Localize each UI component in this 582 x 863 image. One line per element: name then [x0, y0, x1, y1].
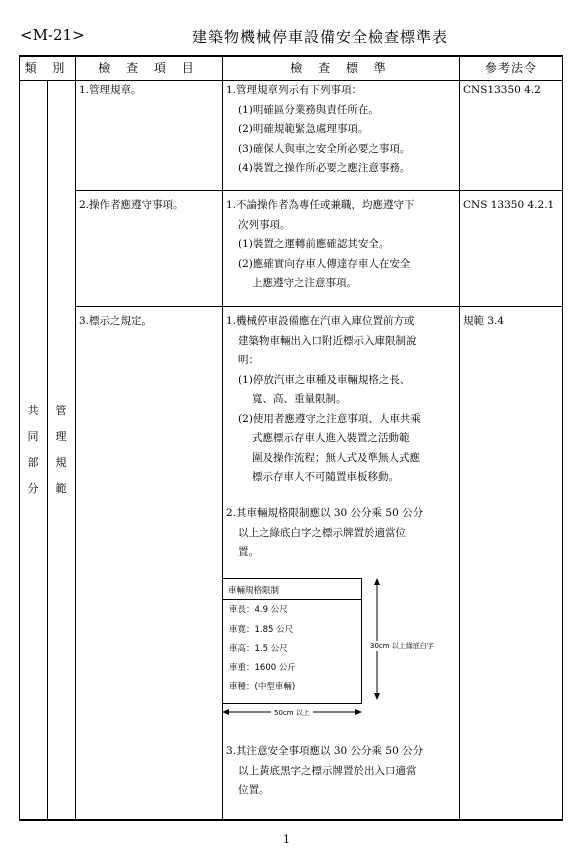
standard-line: 1.不論操作者為專任或兼職，均應遵守下 [226, 199, 415, 211]
standard-line: (1)明確區分業務與責任所在。 [238, 103, 379, 116]
standard-line: 建築物車輛出入口附近標示入庫限制說 [238, 334, 417, 347]
table-right-border [562, 55, 563, 820]
standard-line: (2)應確實向存車人傳達存車人在安全 [238, 257, 411, 270]
height-dimension-label: 30cm 以上綠底白字 [370, 642, 434, 650]
row-divider-1 [75, 190, 563, 191]
standard-line: 位置。 [238, 784, 270, 796]
standard-line: 標示存車人不可隨置車板移動。 [252, 471, 399, 483]
row-3-standard-part-3 [226, 742, 458, 801]
row-2-standard [226, 196, 458, 294]
row-2-reference: CNS 13350 4.2.1 [463, 199, 555, 211]
row-1-reference: CNS13350 4.2 [463, 84, 541, 96]
standard-line: 以上黃底黑字之標示牌置於出入口適當 [238, 764, 417, 777]
sign-row: 車重：1600 公斤 [229, 663, 296, 673]
category-outer-char: 同 [27, 430, 39, 443]
row-1-standard [226, 81, 458, 179]
width-dimension-label: 50cm 以上 [271, 708, 313, 718]
standard-line: (1)裝置之運轉前應確認其安全。 [238, 238, 390, 250]
standard-line: 3.其注意安全事項應以 30 公分乘 50 公分 [226, 745, 424, 757]
category-column-border [75, 55, 76, 820]
table-left-border [19, 55, 20, 820]
category-inner-char: 範 [55, 482, 67, 495]
standard-line: (2)使用者應遵守之注意事項、人車共乘 [238, 412, 421, 425]
standard-line: 圍及操作流程；無人式及準無人式應 [252, 451, 420, 464]
standard-line: 1.管理規章列示有下列事項： [226, 84, 363, 96]
row-divider-2 [75, 306, 563, 307]
table-bottom-border [19, 819, 563, 821]
standard-line: 明： [238, 354, 259, 366]
standard-line: 置。 [238, 546, 259, 558]
sign-row: 車長：4.9 公尺 [229, 605, 288, 615]
standard-line: 1.機械停車設備應在汽車入庫位置前方或 [226, 315, 415, 327]
standard-line: 上應遵守之注意事項。 [252, 277, 357, 289]
column-header-standard: 檢 查 標 準 [290, 61, 392, 75]
standard-line: 寬、高、重量限制。 [252, 393, 347, 405]
sign-row: 車高：1.5 公尺 [229, 644, 288, 654]
category-inner-char: 理 [55, 430, 67, 443]
category-outer-char: 分 [27, 482, 39, 495]
standard-line: (4)裝置之操作所必要之應注意事務。 [238, 162, 411, 174]
row-3-reference: 規範 3.4 [463, 315, 505, 327]
category-inner-char: 管 [55, 404, 67, 417]
standard-line: 2.其車輛規格限制應以 30 公分乘 50 公分 [226, 507, 424, 519]
standard-column-border [459, 55, 460, 820]
vehicle-spec-sign [222, 578, 362, 704]
category-inner-char: 規 [55, 456, 67, 469]
sign-title: 車輛規格限制 [228, 586, 280, 596]
column-header-category: 類 別 [24, 61, 71, 75]
standard-line: (2)明確規範緊急處理事項。 [238, 123, 369, 135]
standard-line: (1)停放汽車之車種及車輛規格之長、 [238, 373, 411, 386]
standard-line: 次列事項。 [238, 218, 291, 231]
standard-line: 式應標示存車人進入裝置之活動範 [252, 432, 410, 444]
column-header-reference: 參考法令 [484, 61, 537, 75]
column-header-item: 檢 查 項 目 [98, 61, 200, 75]
height-dimension-arrow [370, 578, 384, 700]
row-3-standard-part-1 [226, 312, 458, 488]
category-outer-char: 共 [27, 404, 39, 417]
sign-row: 車寬：1.85 公尺 [229, 625, 294, 635]
row-3-standard-part-2 [226, 504, 458, 563]
category-divider [47, 81, 48, 820]
row-3-item: 3.標示之規定。 [79, 315, 153, 327]
sign-divider [223, 599, 361, 600]
page-number: 1 [283, 833, 290, 846]
row-2-item: 2.操作者應遵守事項。 [79, 199, 184, 211]
standard-line: (3)確保人與車之安全所必要之事項。 [238, 142, 411, 155]
standard-line: 以上之綠底白字之標示牌置於適當位 [238, 526, 406, 539]
category-outer-char: 部 [27, 456, 39, 469]
page-title: 建築物機械停車設備安全檢查標準表 [192, 28, 449, 46]
sign-row: 車種：(中型車輛) [229, 682, 296, 692]
row-1-item: 1.管理規章。 [79, 84, 142, 96]
form-code: <M-21> [20, 26, 85, 44]
